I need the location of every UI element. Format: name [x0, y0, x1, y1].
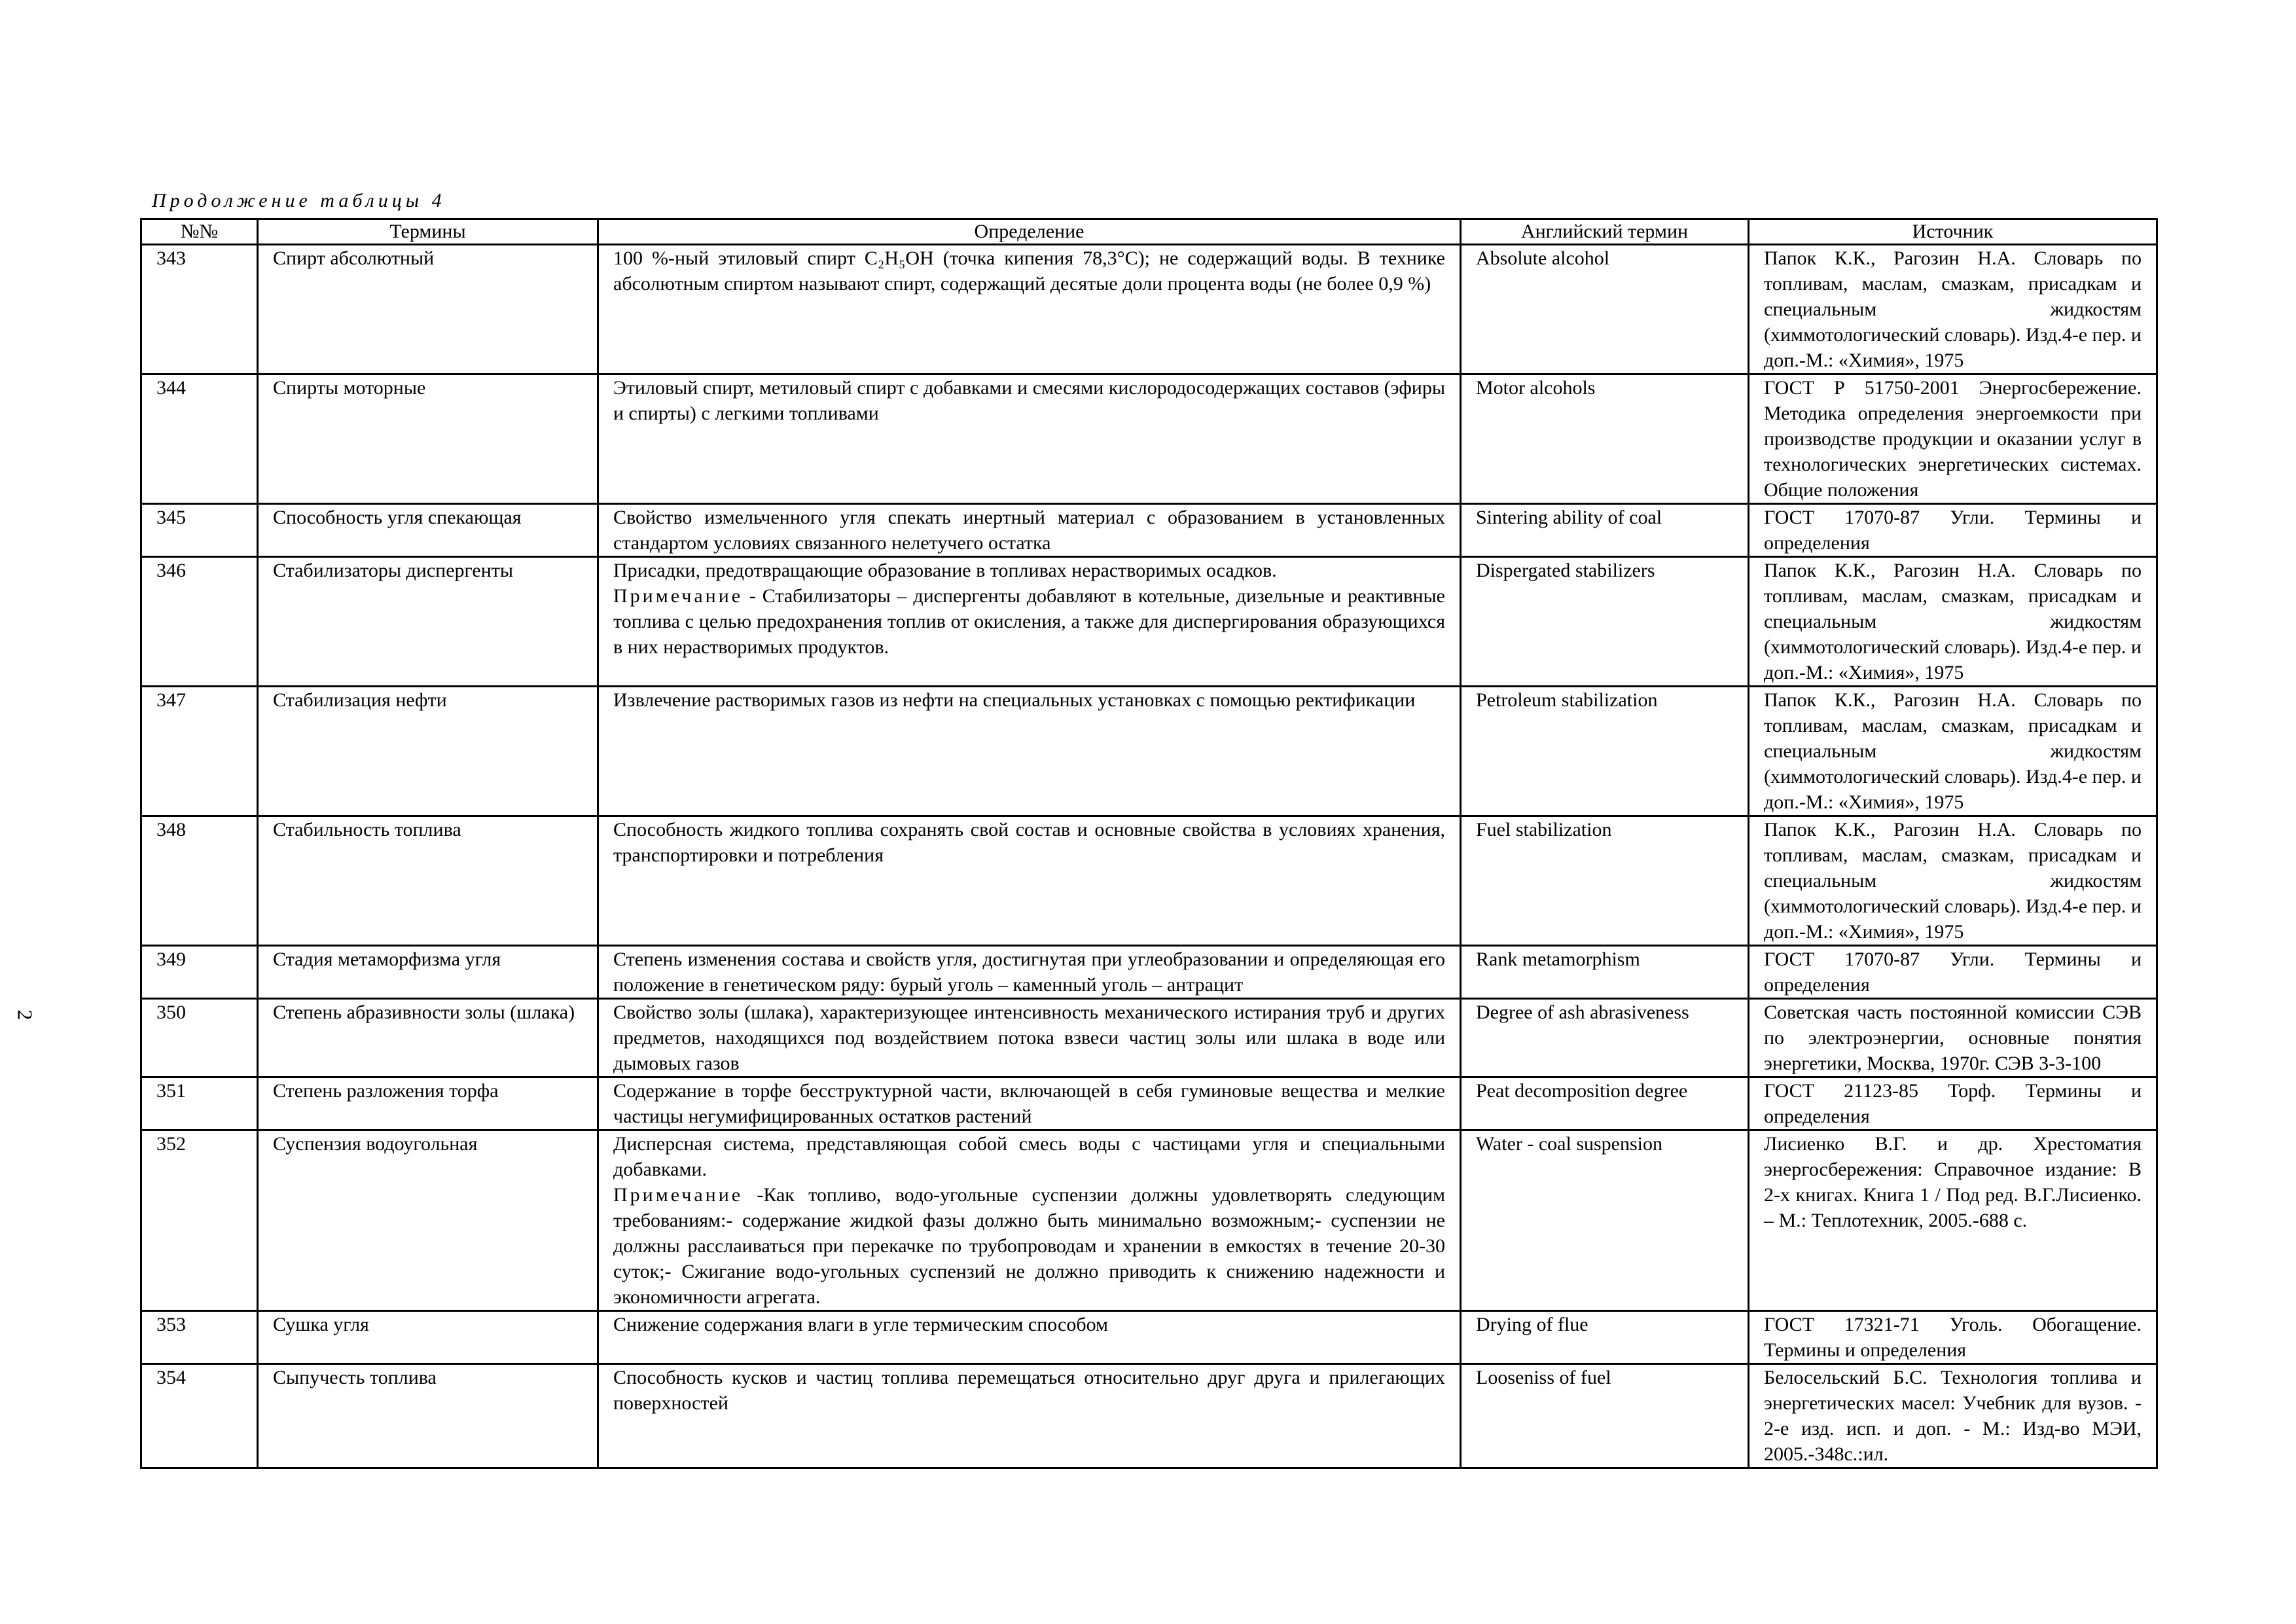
- note-text: -Как топливо, водо-угольные суспензии должны удовлетворять следующим требованиям:- содержание жидкой фазы должно быть минимально возможным;- суспензии не должны расслаиваться при перекачке по трубопроводам и хранении в емкостях в течение 20-30 суток;- Сжигание водо-угольных суспензий не должно приводить к снижению надежности и экономичности агрегата.: [613, 1184, 1445, 1308]
- table-row: [141, 374, 2157, 504]
- header-num: №№: [141, 219, 258, 245]
- page-number: 2: [13, 1009, 37, 1020]
- definition-cell: [598, 999, 1461, 1077]
- note-label: Примечание: [613, 585, 744, 607]
- row-number: 354: [141, 1364, 258, 1468]
- source-cell: Папок К.К., Рагозин Н.А. Словарь по топливам, маслам, смазкам, присадкам и специальным жидкостям (химмотологический словарь). Изд.4-е пер. и доп.-М.: «Химия», 1975: [1749, 245, 2157, 374]
- definition-cell: [598, 1077, 1461, 1130]
- term-cell: Сушка угля: [258, 1311, 598, 1364]
- table-row: [141, 504, 2157, 557]
- term-cell: Спирт абсолютный: [258, 245, 598, 374]
- note-text: - Стабилизаторы – диспергенты добавляют в котельные, дизельные и реактивные топлива с целью предохранения топлив от окисления, а также для диспергирования образующихся в них нерастворимых продуктов.: [613, 585, 1445, 658]
- table-caption: Продолжение таблицы 4: [152, 190, 446, 211]
- definition-text: Способность жидкого топлива сохранять свой состав и основные свойства в условиях хранения, транспортировки и потребления: [613, 819, 1445, 866]
- english-term-cell: Dispergated stabilizers: [1461, 557, 1749, 687]
- definition-text: Способность кусков и частиц топлива перемещаться относительно друг друга и прилегающих поверхностей: [613, 1367, 1445, 1414]
- term-cell: Степень абразивности золы (шлака): [258, 999, 598, 1077]
- source-cell: Белосельский Б.С. Технология топлива и энергетических масел: Учебник для вузов. - 2-е изд. исп. и доп. - М.: Изд-во МЭИ, 2005.-348с.:ил.: [1749, 1364, 2157, 1468]
- definition-cell: [598, 557, 1461, 687]
- row-number: 353: [141, 1311, 258, 1364]
- note-label: Примечание: [613, 1184, 744, 1206]
- term-cell: Стабилизация нефти: [258, 687, 598, 816]
- row-number: 351: [141, 1077, 258, 1130]
- table-row: [141, 1077, 2157, 1130]
- header-definition: Определение: [598, 219, 1461, 245]
- definition-cell: [598, 816, 1461, 946]
- definition-text: Извлечение растворимых газов из нефти на специальных установках с помощью ректификации: [613, 689, 1416, 711]
- source-cell: Папок К.К., Рагозин Н.А. Словарь по топливам, маслам, смазкам, присадкам и специальным жидкостям (химмотологический словарь). Изд.4-е пер. и доп.-М.: «Химия», 1975: [1749, 687, 2157, 816]
- definition-cell: [598, 687, 1461, 816]
- source-cell: Лисиенко В.Г. и др. Хрестоматия энергосбережения: Справочное издание: В 2-х книгах. Книга 1 / Под ред. В.Г.Лисиенко. – М.: Теплотехник, 2005.-688 с.: [1749, 1130, 2157, 1311]
- english-term-cell: Water - coal suspension: [1461, 1130, 1749, 1311]
- table-row: [141, 245, 2157, 374]
- english-term-cell: Absolute alcohol: [1461, 245, 1749, 374]
- definition-text: Присадки, предотвращающие образование в топливах нерастворимых осадков.: [613, 560, 1277, 581]
- glossary-table: [140, 218, 2158, 1469]
- source-cell: ГОСТ 21123-85 Торф. Термины и определения: [1749, 1077, 2157, 1130]
- header-english: Английский термин: [1461, 219, 1749, 245]
- table-row: [141, 1311, 2157, 1364]
- definition-cell: [598, 504, 1461, 557]
- definition-cell: [598, 245, 1461, 374]
- english-term-cell: Petroleum stabilization: [1461, 687, 1749, 816]
- row-number: 348: [141, 816, 258, 946]
- source-cell: ГОСТ 17070-87 Угли. Термины и определения: [1749, 504, 2157, 557]
- table-row: [141, 1130, 2157, 1311]
- definition-text: Дисперсная система, представляющая собой смесь воды с частицами угля и специальными добавками.: [613, 1133, 1445, 1180]
- definition-cell: [598, 946, 1461, 999]
- table-row: [141, 1364, 2157, 1468]
- term-cell: Стабилизаторы диспергенты: [258, 557, 598, 687]
- english-term-cell: Motor alcohols: [1461, 374, 1749, 504]
- source-cell: Папок К.К., Рагозин Н.А. Словарь по топливам, маслам, смазкам, присадкам и специальным жидкостям (химмотологический словарь). Изд.4-е пер. и доп.-М.: «Химия», 1975: [1749, 816, 2157, 946]
- row-number: 345: [141, 504, 258, 557]
- source-cell: Советская часть постоянной комиссии СЭВ по электроэнергии, основные понятия энергетики, Москва, 1970г. СЭВ 3-3-100: [1749, 999, 2157, 1077]
- term-cell: Степень разложения торфа: [258, 1077, 598, 1130]
- table-row: [141, 687, 2157, 816]
- term-cell: Способность угля спекающая: [258, 504, 598, 557]
- row-number: 349: [141, 946, 258, 999]
- definition-text: Снижение содержания влаги в угле термическим способом: [613, 1314, 1109, 1335]
- english-term-cell: Drying of flue: [1461, 1311, 1749, 1364]
- english-term-cell: Rank metamorphism: [1461, 946, 1749, 999]
- term-cell: Стабильность топлива: [258, 816, 598, 946]
- definition-text: 100 %-ный этиловый спирт C₂H₅OH (точка кипения 78,3°C); не содержащий воды. В технике абсолютным спиртом называют спирт, содержащий десятые доли процента воды (не более 0,9 %): [613, 247, 1445, 295]
- definition-cell: [598, 1364, 1461, 1468]
- table-row: [141, 999, 2157, 1077]
- row-number: 343: [141, 245, 258, 374]
- table-row: [141, 946, 2157, 999]
- row-number: 352: [141, 1130, 258, 1311]
- english-term-cell: Peat decomposition degree: [1461, 1077, 1749, 1130]
- english-term-cell: Sintering ability of coal: [1461, 504, 1749, 557]
- source-cell: ГОСТ 17321-71 Уголь. Обогащение. Термины и определения: [1749, 1311, 2157, 1364]
- english-term-cell: Looseniss of fuel: [1461, 1364, 1749, 1468]
- table-row: [141, 557, 2157, 687]
- english-term-cell: Fuel stabilization: [1461, 816, 1749, 946]
- term-cell: Спирты моторные: [258, 374, 598, 504]
- row-number: 350: [141, 999, 258, 1077]
- definition-text: Содержание в торфе бесструктурной части, включающей в себя гуминовые вещества и мелкие частицы негумифицированных остатков растений: [613, 1080, 1445, 1127]
- definition-cell: [598, 374, 1461, 504]
- source-cell: Папок К.К., Рагозин Н.А. Словарь по топливам, маслам, смазкам, присадкам и специальным жидкостям (химмотологический словарь). Изд.4-е пер. и доп.-М.: «Химия», 1975: [1749, 557, 2157, 687]
- definition-cell: [598, 1311, 1461, 1364]
- term-cell: Сыпучесть топлива: [258, 1364, 598, 1468]
- definition-text: Свойство золы (шлака), характеризующее интенсивность механического истирания труб и других предметов, находящихся под воздействием потока взвеси частиц золы или шлака в воде или дымовых газов: [613, 1001, 1445, 1074]
- header-source: Источник: [1749, 219, 2157, 245]
- source-cell: ГОСТ Р 51750-2001 Энергосбережение. Методика определения энергоемкости при производстве продукции и оказании услуг в технологических энергетических системах. Общие положения: [1749, 374, 2157, 504]
- source-cell: ГОСТ 17070-87 Угли. Термины и определения: [1749, 946, 2157, 999]
- table-row: [141, 816, 2157, 946]
- english-term-cell: Degree of ash abrasiveness: [1461, 999, 1749, 1077]
- header-term: Термины: [258, 219, 598, 245]
- definition-text: Степень изменения состава и свойств угля, достигнутая при углеобразовании и определяющая его положение в генетическом ряду: бурый уголь – каменный уголь – антрацит: [613, 948, 1445, 996]
- term-cell: Стадия метаморфизма угля: [258, 946, 598, 999]
- definition-text: Этиловый спирт, метиловый спирт с добавками и смесями кислородосодержащих составов (эфиры и спирты) с легкими топливами: [613, 377, 1445, 424]
- term-cell: Суспензия водоугольная: [258, 1130, 598, 1311]
- definition-cell: [598, 1130, 1461, 1311]
- row-number: 347: [141, 687, 258, 816]
- row-number: 344: [141, 374, 258, 504]
- header-row: [141, 219, 2157, 245]
- row-number: 346: [141, 557, 258, 687]
- definition-text: Свойство измельченного угля спекать инертный материал с образованием в установленных стандартом условиях связанного нелетучего остатка: [613, 507, 1445, 554]
